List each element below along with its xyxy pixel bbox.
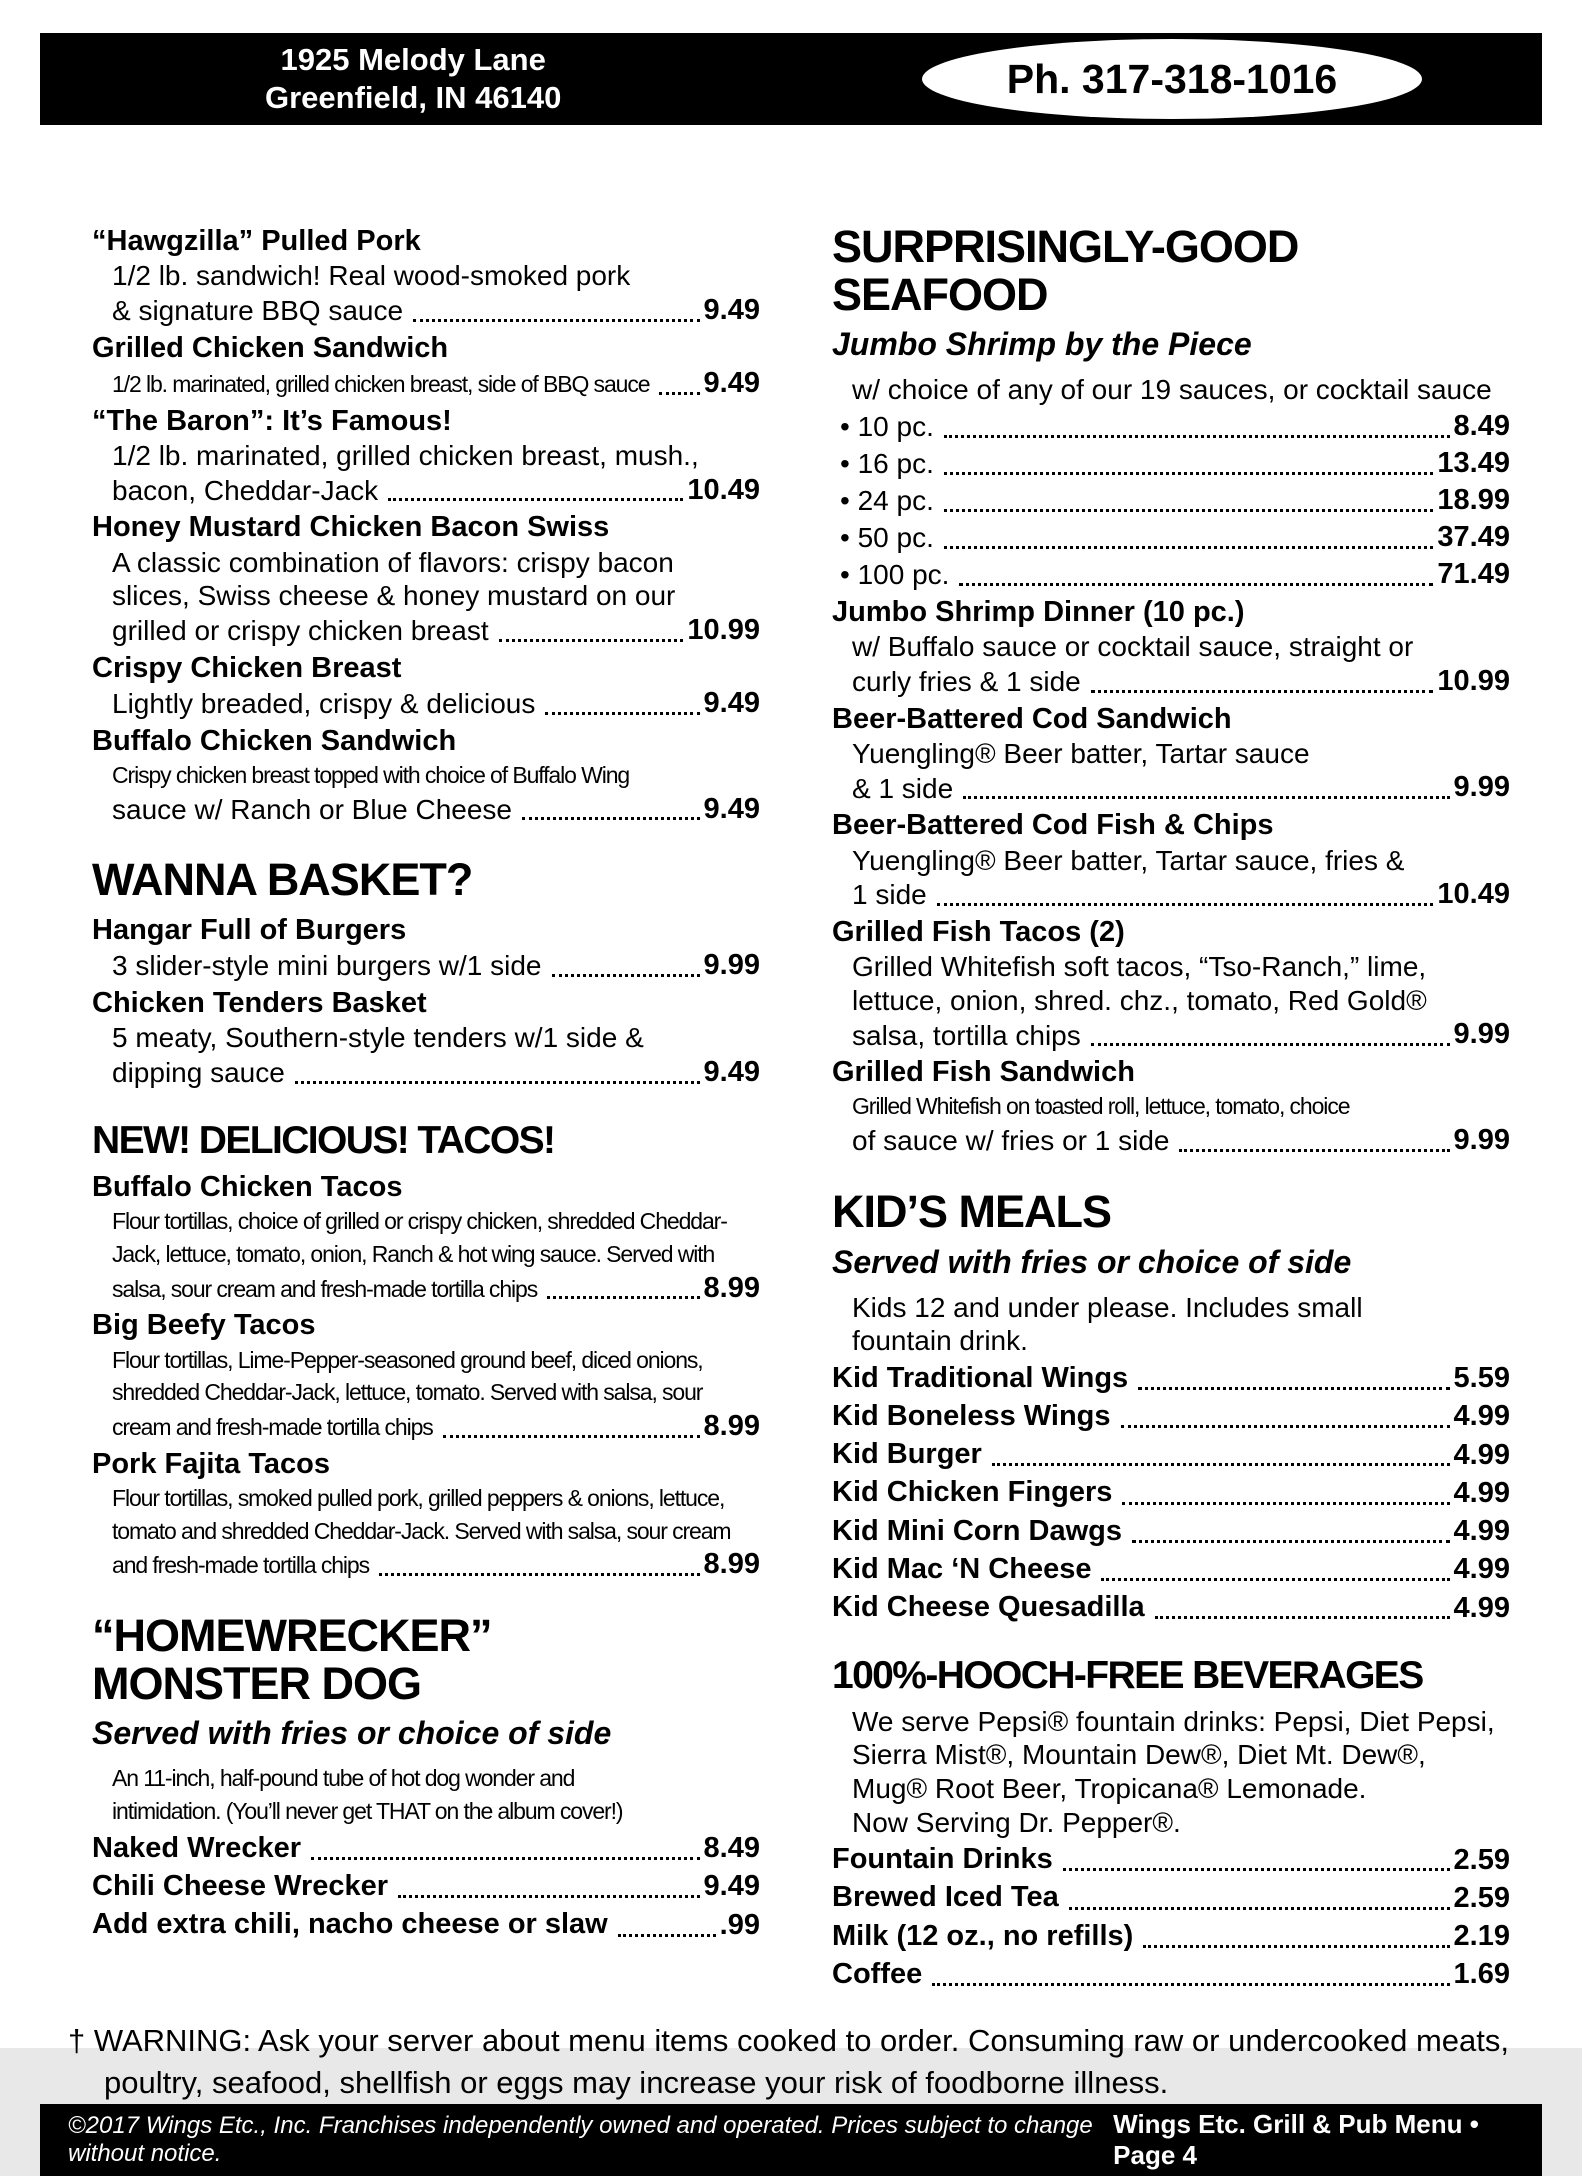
item-name: Grilled Fish Tacos (2) — [832, 915, 1125, 948]
item-price: 8.49 — [703, 1832, 760, 1865]
item-desc-line: Jack, lettuce, tomato, onion, Ranch & hot wing sauce. Served with — [112, 1240, 715, 1267]
menu-item — [832, 1551, 1510, 1587]
section-intro-line: Kids 12 and under please. Includes small — [852, 1291, 1363, 1323]
item-name-row — [92, 1868, 760, 1904]
item-desc-line: w/ Buffalo sauce or cocktail sauce, straight or — [852, 631, 1414, 663]
item-price-row — [832, 664, 1510, 699]
menu-item — [832, 483, 1510, 518]
menu-item — [92, 223, 760, 328]
item-name: Grilled Chicken Sandwich — [92, 331, 449, 364]
section-title-line: 100%-HOOCH-FREE BEVERAGES — [832, 1654, 1423, 1698]
menu-item — [832, 914, 1510, 1052]
item-desc-line: 5 meaty, Southern-style tenders w/1 side & — [112, 1022, 644, 1054]
item-desc-line: A classic combination of flavors: crispy bacon — [112, 546, 674, 578]
item-price-row — [832, 1017, 1510, 1052]
item-price: 9.49 — [703, 1870, 760, 1903]
dotted-leader — [398, 1894, 700, 1898]
item-price: 9.49 — [703, 293, 760, 326]
menu-item — [92, 403, 760, 508]
item-desc-line: Lightly breaded, crispy & delicious — [112, 688, 536, 720]
item-price: 9.99 — [1453, 771, 1510, 804]
section-intro-line: Mug® Root Beer, Tropicana® Lemonade. — [852, 1772, 1367, 1804]
item-price: 71.49 — [1437, 558, 1510, 591]
item-desc-line: 1/2 lb. marinated, grilled chicken breast, side of BBQ sauce — [112, 371, 650, 398]
dotted-leader — [388, 497, 683, 501]
item-desc-line: Flour tortillas, choice of grilled or crispy chicken, shredded Cheddar- — [112, 1208, 727, 1235]
section-title — [92, 856, 760, 904]
item-desc-line: Crispy chicken breast topped with choice of Buffalo Wing — [112, 761, 630, 788]
dotted-leader — [659, 391, 699, 395]
section-intro-line: w/ choice of any of our 19 sauces, or cocktail sauce — [852, 374, 1492, 406]
item-name-row — [832, 1360, 1510, 1396]
item-name-row — [832, 446, 1510, 481]
menu-item — [832, 1436, 1510, 1472]
item-name-row — [92, 1307, 760, 1343]
item-price: 10.49 — [687, 473, 760, 506]
dotted-leader — [1155, 1615, 1450, 1619]
item-name: Big Beefy Tacos — [92, 1309, 316, 1342]
section-title-line: KID’S MEALS — [832, 1185, 1112, 1237]
section-intro-line: We serve Pepsi® fountain drinks: Pepsi, Diet Pepsi, — [852, 1705, 1495, 1737]
item-name: Hangar Full of Burgers — [92, 914, 407, 946]
item-desc-line: & signature BBQ sauce — [112, 295, 404, 327]
dotted-leader — [1138, 1386, 1449, 1390]
item-name: Coffee — [832, 1957, 923, 1990]
item-name-row — [92, 403, 760, 439]
menu-item — [832, 557, 1510, 592]
item-name-row — [92, 1169, 760, 1205]
dotted-leader — [1091, 689, 1434, 693]
item-desc-line: 3 slider-style mini burgers w/1 side — [112, 950, 542, 982]
item-name: • 10 pc. — [840, 410, 934, 442]
item-name-row — [832, 914, 1510, 950]
menu-section — [92, 1120, 760, 1582]
dotted-leader — [522, 816, 700, 820]
item-price: 2.19 — [1453, 1920, 1510, 1953]
item-desc-line: salsa, tortilla chips — [852, 1019, 1081, 1051]
dotted-leader — [1121, 1424, 1450, 1428]
section-title — [832, 223, 1510, 318]
dotted-leader — [944, 545, 1434, 549]
menu-item — [832, 520, 1510, 555]
item-name: Kid Mini Corn Dawgs — [832, 1514, 1122, 1547]
section-subtitle: Served with fries or choice of side — [92, 1715, 612, 1752]
item-desc-line: 1/2 lb. marinated, grilled chicken breast, mush., — [112, 439, 699, 471]
phone-number: Ph. 317-318-1016 — [1006, 55, 1338, 102]
dotted-leader — [959, 582, 1433, 586]
item-price: 8.99 — [703, 1548, 760, 1581]
item-price-row — [92, 293, 760, 328]
menu-item — [832, 1879, 1510, 1915]
menu-section — [92, 223, 760, 826]
item-desc-line: sauce w/ Ranch or Blue Cheese — [112, 793, 512, 825]
item-desc-line: bacon, Cheddar-Jack — [112, 474, 379, 506]
item-name-row — [92, 1830, 760, 1866]
section-intro — [832, 373, 1510, 407]
section-intro — [92, 1762, 760, 1827]
item-name: Beer-Battered Cod Fish & Chips — [832, 809, 1274, 842]
section-title — [92, 1120, 760, 1161]
item-name-row — [92, 1446, 760, 1482]
item-desc-line: Flour tortillas, Lime-Pepper-seasoned ground beef, diced onions, — [112, 1346, 703, 1373]
item-name-row — [832, 1398, 1510, 1434]
dotted-leader — [992, 1462, 1450, 1466]
item-name-row — [92, 223, 760, 259]
item-price-row — [92, 1409, 760, 1444]
item-price-row — [92, 792, 760, 827]
item-price: 9.99 — [1453, 1018, 1510, 1051]
item-name-row — [832, 701, 1510, 737]
item-desc-line: cream and fresh-made tortilla chips — [112, 1414, 433, 1441]
menu-item — [92, 1169, 760, 1305]
menu-columns — [0, 223, 1582, 1994]
item-name: Honey Mustard Chicken Bacon Swiss — [92, 511, 610, 544]
dotted-leader — [1063, 1867, 1450, 1871]
section-intro-line: Now Serving Dr. Pepper®. — [852, 1806, 1181, 1838]
menu-section — [832, 1185, 1510, 1626]
menu-section — [832, 1655, 1510, 1992]
item-desc-line: Grilled Whitefish soft tacos, “Tso-Ranch,” lime, — [852, 951, 1427, 983]
section-intro — [832, 1291, 1510, 1358]
item-name: Fountain Drinks — [832, 1843, 1053, 1876]
item-name-row — [832, 1589, 1510, 1625]
section-title-line: WANNA BASKET? — [92, 854, 473, 906]
item-price: 4.99 — [1453, 1553, 1510, 1586]
item-price: 8.99 — [703, 1409, 760, 1442]
section-title — [832, 1185, 1510, 1237]
menu-item — [92, 330, 760, 401]
item-desc-line: Yuengling® Beer batter, Tartar sauce, fries & — [852, 844, 1405, 876]
dotted-leader — [932, 1982, 1449, 1986]
dotted-leader — [499, 638, 684, 642]
item-name-row — [92, 509, 760, 545]
item-desc-line: of sauce w/ fries or 1 side — [852, 1125, 1170, 1157]
section-title-line: MONSTER DOG — [92, 1657, 422, 1709]
menu-item — [92, 1906, 760, 1942]
item-desc-line: tomato and shredded Cheddar-Jack. Served with salsa, sour cream — [112, 1517, 731, 1544]
menu-item — [832, 1398, 1510, 1434]
item-name: Kid Mac ‘N Cheese — [832, 1552, 1092, 1585]
item-name-row — [832, 557, 1510, 592]
menu-item — [92, 985, 760, 1090]
item-price: 8.99 — [703, 1271, 760, 1304]
item-price: 9.99 — [1453, 1124, 1510, 1157]
item-desc-line: Flour tortillas, smoked pulled pork, grilled peppers & onions, lettuce, — [112, 1484, 725, 1511]
item-name: Kid Burger — [832, 1438, 982, 1471]
item-price-row — [832, 877, 1510, 912]
dotted-leader — [937, 902, 1434, 906]
menu-item — [832, 1054, 1510, 1158]
menu-section — [832, 223, 1510, 1158]
item-name-row — [832, 1054, 1510, 1090]
item-name: Crispy Chicken Breast — [92, 651, 402, 684]
item-price: 2.59 — [1453, 1843, 1510, 1876]
item-name: Chicken Tenders Basket — [92, 987, 427, 1020]
menu-section — [92, 1612, 760, 1942]
dotted-leader — [1122, 1501, 1449, 1505]
restaurant-address — [265, 41, 561, 117]
item-name-row — [832, 1551, 1510, 1587]
item-price: 4.99 — [1453, 1438, 1510, 1471]
item-name: • 50 pc. — [840, 521, 934, 553]
item-name: Brewed Iced Tea — [832, 1881, 1059, 1914]
item-name: • 16 pc. — [840, 447, 934, 479]
menu-item — [832, 1513, 1510, 1549]
item-desc-line: 1/2 lb. sandwich! Real wood-smoked pork — [112, 260, 631, 292]
menu-item — [92, 1868, 760, 1904]
menu-item — [92, 912, 760, 983]
item-name: Jumbo Shrimp Dinner (10 pc.) — [832, 595, 1245, 628]
item-price: 8.49 — [1453, 410, 1510, 443]
item-price: 13.49 — [1437, 447, 1510, 480]
item-price: 9.49 — [703, 686, 760, 719]
item-price: 1.69 — [1453, 1958, 1510, 1991]
item-name-row — [832, 807, 1510, 843]
page-label: Wings Etc. Grill & Pub Menu • Page 4 — [1113, 2108, 1479, 2170]
item-price-row — [92, 613, 760, 648]
item-name-row — [92, 723, 760, 759]
footer-bar — [40, 2104, 1542, 2176]
section-title — [832, 1655, 1510, 1696]
item-name: “Hawgzilla” Pulled Pork — [92, 225, 421, 257]
menu-item — [832, 701, 1510, 806]
item-price-row — [92, 366, 760, 401]
address-line-2: Greenfield, IN 46140 — [265, 80, 562, 115]
item-price-row — [832, 770, 1510, 805]
section-intro-line: Sierra Mist®, Mountain Dew®, Diet Mt. Dew®, — [852, 1739, 1426, 1771]
item-name: Buffalo Chicken Sandwich — [92, 724, 457, 757]
item-name: • 24 pc. — [840, 484, 934, 516]
dotted-leader — [1069, 1906, 1450, 1910]
menu-item — [832, 594, 1510, 699]
item-desc-line: curly fries & 1 side — [852, 666, 1081, 698]
item-price: 5.59 — [1453, 1362, 1510, 1395]
phone-badge — [922, 39, 1422, 119]
section-intro — [832, 1705, 1510, 1839]
dotted-leader — [944, 434, 1450, 438]
item-name-row — [832, 594, 1510, 630]
item-name: • 100 pc. — [840, 558, 950, 590]
item-name: Kid Chicken Fingers — [832, 1476, 1113, 1509]
item-name-row — [832, 483, 1510, 518]
menu-item — [832, 446, 1510, 481]
section-intro-line: An 11-inch, half-pound tube of hot dog wonder and — [112, 1765, 575, 1792]
food-safety-warning — [0, 1994, 1582, 2104]
item-price: 9.99 — [703, 949, 760, 982]
item-price-row — [92, 473, 760, 508]
item-price-row — [92, 686, 760, 721]
dotted-leader — [1132, 1539, 1450, 1543]
address-line-1: 1925 Melody Lane — [280, 42, 546, 78]
menu-item — [92, 723, 760, 827]
header-bar — [40, 33, 1542, 125]
menu-item — [92, 509, 760, 647]
menu-item — [832, 1956, 1510, 1992]
item-desc-line: slices, Swiss cheese & honey mustard on our — [112, 580, 676, 612]
item-name-row — [832, 520, 1510, 555]
item-price: 9.49 — [703, 1055, 760, 1088]
section-title-line: “HOMEWRECKER” — [92, 1610, 492, 1662]
dotted-leader — [1091, 1042, 1450, 1046]
item-price: 37.49 — [1437, 521, 1510, 554]
menu-item — [832, 1474, 1510, 1510]
item-price: .99 — [719, 1908, 760, 1941]
dotted-leader — [379, 1572, 700, 1576]
section-intro-line: intimidation. (You’ll never get THAT on the album cover!) — [112, 1798, 623, 1825]
item-price: 4.99 — [1453, 1400, 1510, 1433]
item-name-row — [92, 330, 760, 366]
item-desc-line: 1 side — [852, 879, 927, 911]
menu-item — [832, 1918, 1510, 1954]
item-name-row — [92, 912, 760, 948]
item-price-row — [92, 1271, 760, 1306]
menu-section — [92, 856, 760, 1089]
dotted-leader — [547, 1295, 699, 1299]
item-price: 10.99 — [1437, 664, 1510, 697]
menu-item — [92, 1307, 760, 1443]
item-desc-line: grilled or crispy chicken breast — [112, 614, 489, 646]
item-name: Kid Cheese Quesadilla — [832, 1591, 1145, 1624]
menu-item — [832, 1360, 1510, 1396]
section-subtitle: Jumbo Shrimp by the Piece — [832, 326, 1252, 363]
warning-line-2: poultry, seafood, shellfish or eggs may increase your risk of foodborne illness. — [104, 2065, 1169, 2100]
item-name: Grilled Fish Sandwich — [832, 1056, 1135, 1089]
item-desc-line: lettuce, onion, shred. chz., tomato, Red Gold® — [852, 984, 1427, 1016]
menu-item — [832, 409, 1510, 444]
dotted-leader — [944, 508, 1434, 512]
item-desc-line: Grilled Whitefish on toasted roll, lettuce, tomato, choice — [852, 1093, 1350, 1120]
item-price: 10.99 — [687, 613, 760, 646]
item-desc-line: shredded Cheddar-Jack, lettuce, tomato. Served with salsa, sour — [112, 1379, 703, 1406]
dotted-leader — [1179, 1148, 1449, 1152]
item-price: 9.49 — [703, 366, 760, 399]
item-name: “The Baron”: It’s Famous! — [92, 404, 452, 437]
item-name: Beer-Battered Cod Sandwich — [832, 702, 1232, 735]
item-price: 4.99 — [1453, 1591, 1510, 1624]
item-name-row — [832, 1474, 1510, 1510]
item-name: Pork Fajita Tacos — [92, 1447, 330, 1480]
item-price: 4.99 — [1453, 1515, 1510, 1548]
item-desc-line: salsa, sour cream and fresh-made tortilla chips — [112, 1275, 538, 1302]
item-desc-line: & 1 side — [852, 772, 954, 804]
right-column — [832, 223, 1510, 1994]
item-price: 18.99 — [1437, 484, 1510, 517]
section-title-line: SURPRISINGLY-GOOD — [832, 221, 1299, 272]
item-price: 9.49 — [703, 792, 760, 825]
item-name: Chili Cheese Wrecker — [92, 1870, 389, 1903]
item-name: Add extra chili, nacho cheese or slaw — [92, 1908, 608, 1941]
menu-item — [92, 650, 760, 721]
menu-item — [92, 1446, 760, 1582]
item-price-row — [92, 1055, 760, 1090]
item-desc-line: Yuengling® Beer batter, Tartar sauce — [852, 737, 1310, 769]
item-name: Naked Wrecker — [92, 1831, 302, 1864]
dotted-leader — [545, 711, 699, 715]
item-desc-line: and fresh-made tortilla chips — [112, 1552, 370, 1579]
item-name: Milk (12 oz., no refills) — [832, 1919, 1134, 1952]
item-name-row — [832, 1956, 1510, 1992]
item-price-row — [832, 1123, 1510, 1158]
dotted-leader — [413, 318, 700, 322]
dotted-leader — [552, 973, 700, 977]
dotted-leader — [944, 471, 1434, 475]
dotted-leader — [311, 1856, 700, 1860]
item-name: Kid Traditional Wings — [832, 1361, 1129, 1394]
dotted-leader — [618, 1933, 716, 1937]
section-intro-line: fountain drink. — [852, 1325, 1028, 1357]
item-name-row — [92, 985, 760, 1021]
item-name-row — [832, 1918, 1510, 1954]
item-price-row — [92, 1547, 760, 1582]
item-desc-line: dipping sauce — [112, 1057, 285, 1089]
item-name: Kid Boneless Wings — [832, 1399, 1111, 1432]
dotted-leader — [295, 1080, 700, 1084]
dotted-leader — [443, 1434, 700, 1438]
item-price-row — [92, 948, 760, 983]
item-name-row — [832, 1436, 1510, 1472]
item-name-row — [832, 409, 1510, 444]
warning-line-1: † WARNING: Ask your server about menu items cooked to order. Consuming raw or undercooked meats, — [68, 2023, 1509, 2059]
section-subtitle: Served with fries or choice of side — [832, 1243, 1352, 1280]
dotted-leader — [1101, 1577, 1449, 1581]
item-name: Buffalo Chicken Tacos — [92, 1171, 403, 1204]
item-price: 2.59 — [1453, 1881, 1510, 1914]
menu-item — [92, 1830, 760, 1866]
dotted-leader — [1143, 1944, 1449, 1948]
item-price: 4.99 — [1453, 1476, 1510, 1509]
section-title — [92, 1612, 760, 1707]
item-name-row — [92, 1906, 760, 1942]
menu-item — [832, 807, 1510, 912]
menu-item — [832, 1841, 1510, 1877]
item-name-row — [832, 1879, 1510, 1915]
item-name-row — [832, 1513, 1510, 1549]
copyright-text: ©2017 Wings Etc., Inc. Franchises independently owned and operated. Prices subject to change without notice. — [68, 2111, 1093, 2167]
item-price: 10.49 — [1437, 878, 1510, 911]
dotted-leader — [963, 795, 1449, 799]
item-name-row — [832, 1841, 1510, 1877]
section-title-line: NEW! DELICIOUS! TACOS! — [92, 1118, 555, 1162]
item-name-row — [92, 650, 760, 686]
section-title-line: SEAFOOD — [832, 268, 1048, 320]
menu-item — [832, 1589, 1510, 1625]
left-column — [92, 223, 760, 1994]
